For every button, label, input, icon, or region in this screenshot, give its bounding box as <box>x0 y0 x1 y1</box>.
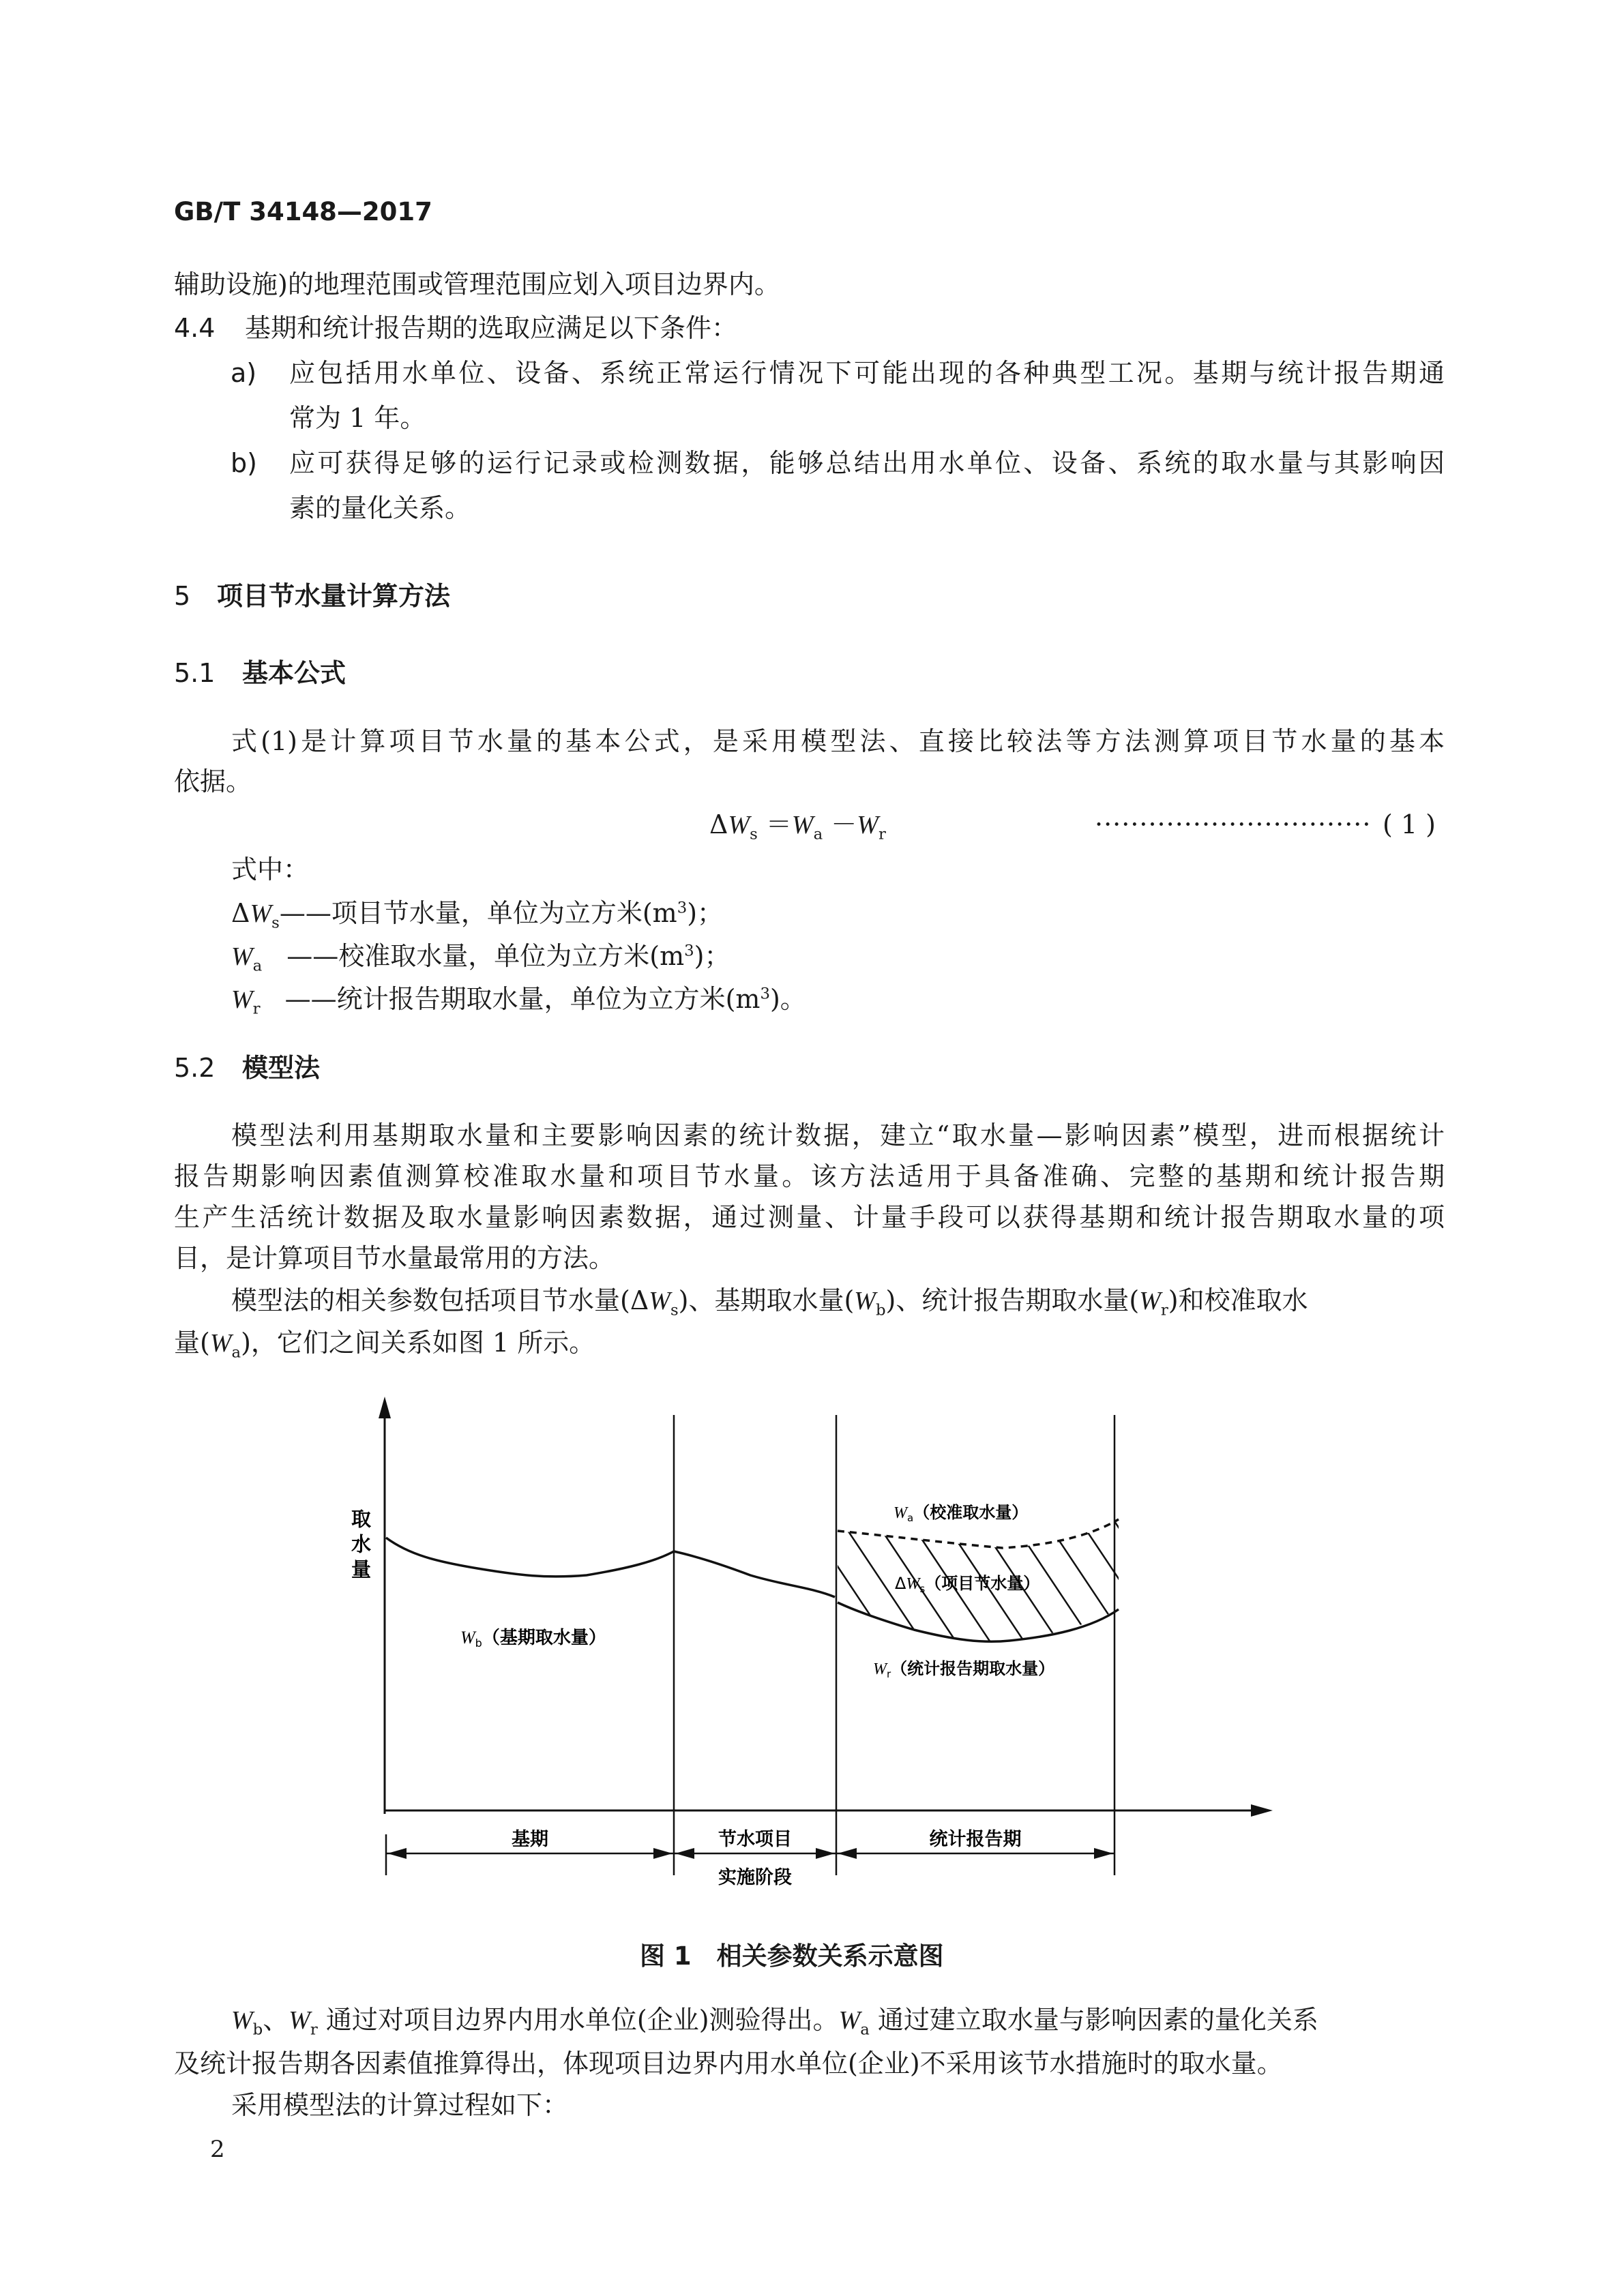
dim-arrow-icon <box>387 1848 407 1859</box>
phase-base-label: 基期 <box>512 1829 548 1850</box>
standard-code: GB/T 34148—2017 <box>174 197 432 226</box>
calibrated-curve <box>838 1519 1119 1548</box>
list-marker: b) <box>231 448 257 478</box>
dim-arrow-icon <box>838 1848 857 1859</box>
paragraph-line: 报告期影响因素值测算校准取水量和项目节水量。该方法适用于具备准确、完整的基期和统计报告期 <box>174 1161 1445 1191</box>
ws-label: $\Delta W_s$（项目节水量） <box>895 1574 1040 1595</box>
paragraph-line: 模型法利用基期取水量和主要影响因素的统计数据，建立“取水量—影响因素”模型，进而根据统计 <box>231 1120 1445 1150</box>
definition-ws: $\Delta W_s——$项目节水量，单位为立方米$(m^3)$； <box>231 898 724 932</box>
definition-wa: $W_a$ ——校准取水量，单位为立方米$(m^3)$； <box>231 941 730 975</box>
dim-arrow-icon <box>816 1848 835 1859</box>
list-item-line: 应包括用水单位、设备、系统正常运行情况下可能出现的各种典型工况。基期与统计报告期通 <box>289 358 1445 388</box>
section-number: 4.4 <box>174 313 216 343</box>
dim-arrow-icon <box>1094 1848 1113 1859</box>
dim-arrow-icon <box>675 1848 694 1859</box>
section-number: 5.1 <box>174 658 216 688</box>
list-item-line: 常为 1 年。 <box>289 403 426 433</box>
list-item-line: 应可获得足够的运行记录或检测数据，能够总结出用水单位、设备、系统的取水量与其影响因 <box>289 448 1445 478</box>
figure-caption: 图 1 相关参数关系示意图 <box>640 1941 944 1971</box>
wr-label: $W_r$（统计报告期取水量） <box>873 1659 1055 1680</box>
phase-project-sub-label: 实施阶段 <box>718 1867 792 1888</box>
paragraph-line: $W_b$、$W_r$ 通过对项目边界内用水单位(企业)测验得出。$W_a$ 通过建立取水量与影响因素的量化关系 <box>231 2005 1318 2039</box>
y-axis-label: 取水量 <box>349 1508 372 1584</box>
section-number: 5.2 <box>174 1053 216 1083</box>
x-axis-arrow-icon <box>1251 1804 1273 1817</box>
formula-number: ( 1 ) <box>1383 809 1436 839</box>
list-item-line: 素的量化关系。 <box>289 493 471 523</box>
report-period-curve <box>838 1602 1119 1641</box>
y-axis-arrow-icon <box>379 1397 391 1418</box>
list-marker: a) <box>231 358 257 388</box>
phase-project-label: 节水项目 <box>718 1829 792 1850</box>
section-title: 基本公式 <box>242 658 346 688</box>
where-label: 式中： <box>231 854 310 884</box>
paragraph-line: 生产生活统计数据及取水量影响因素数据，通过测量、计量手段可以获得基期和统计报告期取水量的项 <box>174 1202 1445 1232</box>
phase-report-label: 统计报告期 <box>929 1829 1022 1850</box>
definition-wr: $W_r$ ——统计报告期取水量，单位为立方米$(m^3)$。 <box>231 984 806 1018</box>
paragraph-line: 依据。 <box>174 766 252 796</box>
section-number: 5 <box>174 581 191 611</box>
formula: $\Delta W_s =W_a -W_r$ <box>709 809 886 844</box>
paragraph-line: 目，是计算项目节水量最常用的方法。 <box>174 1243 615 1273</box>
dim-arrow-icon <box>653 1848 673 1859</box>
page-number: 2 <box>210 2136 225 2163</box>
wa-label: $W_a$（校准取水量） <box>894 1503 1029 1524</box>
paragraph-line: 采用模型法的计算过程如下： <box>231 2090 569 2120</box>
paragraph-line: 式(1)是计算项目节水量的基本公式，是采用模型法、直接比较法等方法测算项目节水量的基本 <box>231 726 1445 756</box>
wb-label: Wb（基期取水量） <box>460 1628 606 1650</box>
paragraph-line: 模型法的相关参数包括项目节水量$(\Delta W_s)$、基期取水量$(W_b)$、统计报告期取水量$(W_r)$和校准取水 <box>231 1285 1308 1320</box>
paragraph-line: 辅助设施)的地理范围或管理范围应划入项目边界内。 <box>174 269 780 299</box>
section-title: 项目节水量计算方法 <box>217 581 451 611</box>
paragraph-line: 及统计报告期各因素值推算得出，体现项目边界内用水单位(企业)不采用该节水措施时的取水量。 <box>174 2048 1283 2078</box>
formula-leader-dots: ······························· <box>1095 809 1372 839</box>
section-title: 模型法 <box>242 1053 321 1083</box>
paragraph-line: 量$(W_a)$，它们之间关系如图 1 所示。 <box>174 1328 595 1362</box>
section-text: 基期和统计报告期的选取应满足以下条件： <box>245 313 738 343</box>
base-period-curve <box>386 1538 835 1597</box>
